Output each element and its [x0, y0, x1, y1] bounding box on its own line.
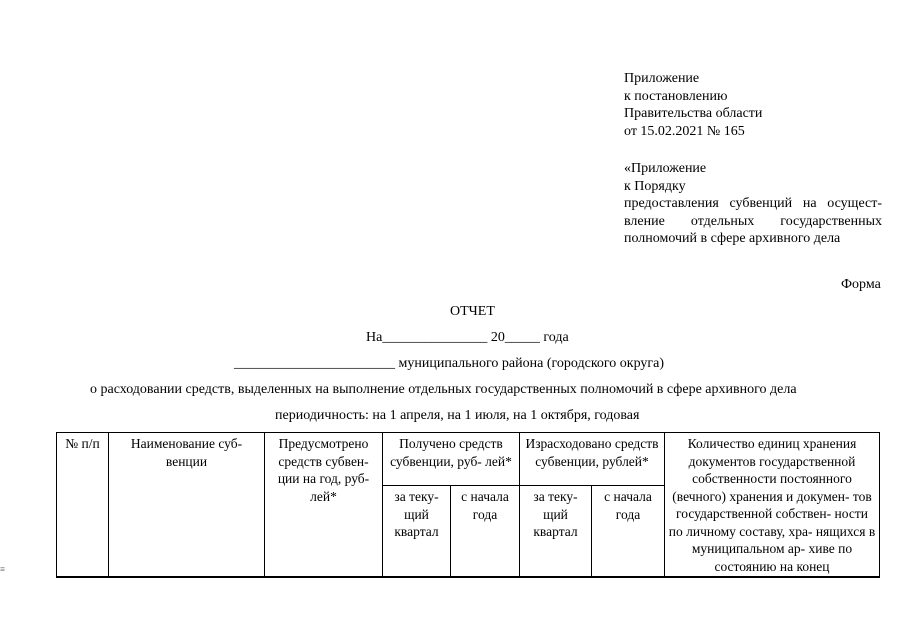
procedure-appendix — [624, 160, 882, 248]
procedure-line: полномочий в сфере архивного дела — [624, 231, 841, 246]
procedure-line: предоставления субвенций на осущест- — [624, 196, 882, 211]
appendix-line: Правительства области — [624, 106, 763, 121]
header-planned: Предусмотрено средств субвен- ции на год, руб- лей* — [265, 433, 383, 578]
procedure-line: вление отдельных государственных — [624, 213, 882, 229]
report-purpose: о расходовании средств, выделенных на выполнение отдельных государственных полномочий в сфере архивного дела — [90, 382, 797, 397]
report-periodicity: периодичность: на 1 апреля, на 1 июля, на 1 октября, годовая — [275, 408, 640, 423]
appendix-header — [624, 70, 762, 140]
margin-mark: ≡ — [0, 564, 6, 574]
header-num: № п/п — [57, 433, 109, 578]
header-received-year: с начала года — [451, 486, 520, 578]
header-subvention-name: Наименование суб- венции — [109, 433, 265, 578]
report-date-line: На_______________ 20_____ года — [366, 330, 569, 345]
procedure-line: «Приложение — [624, 161, 707, 176]
appendix-line: к постановлению — [624, 88, 728, 104]
header-received: Получено средств субвенции, руб- лей* — [383, 433, 520, 486]
appendix-line: Приложение — [624, 71, 700, 86]
header-spent: Израсходовано средств субвенции, рублей* — [520, 433, 665, 486]
appendix-line: от 15.02.2021 № 165 — [624, 123, 745, 139]
report-table — [56, 432, 880, 578]
header-storage-units: Количество единиц хранения документов государственной собственности постоянного (вечного) хранения и докумен- тов государственной собствен- ности по личному составу, хра- нящихся в муниципальном ар- хиве по состоянию на конец — [665, 433, 880, 578]
form-label: Форма — [841, 277, 881, 292]
district-line: _______________________ муниципального района (городского округа) — [234, 356, 665, 371]
report-title: ОТЧЕТ — [450, 304, 495, 319]
header-spent-quarter: за теку- щий квартал — [520, 486, 592, 578]
header-spent-year: с начала года — [592, 486, 665, 578]
header-received-quarter: за теку- щий квартал — [383, 486, 451, 578]
procedure-line: к Порядку — [624, 178, 686, 194]
table-bottom-rule — [56, 576, 879, 577]
